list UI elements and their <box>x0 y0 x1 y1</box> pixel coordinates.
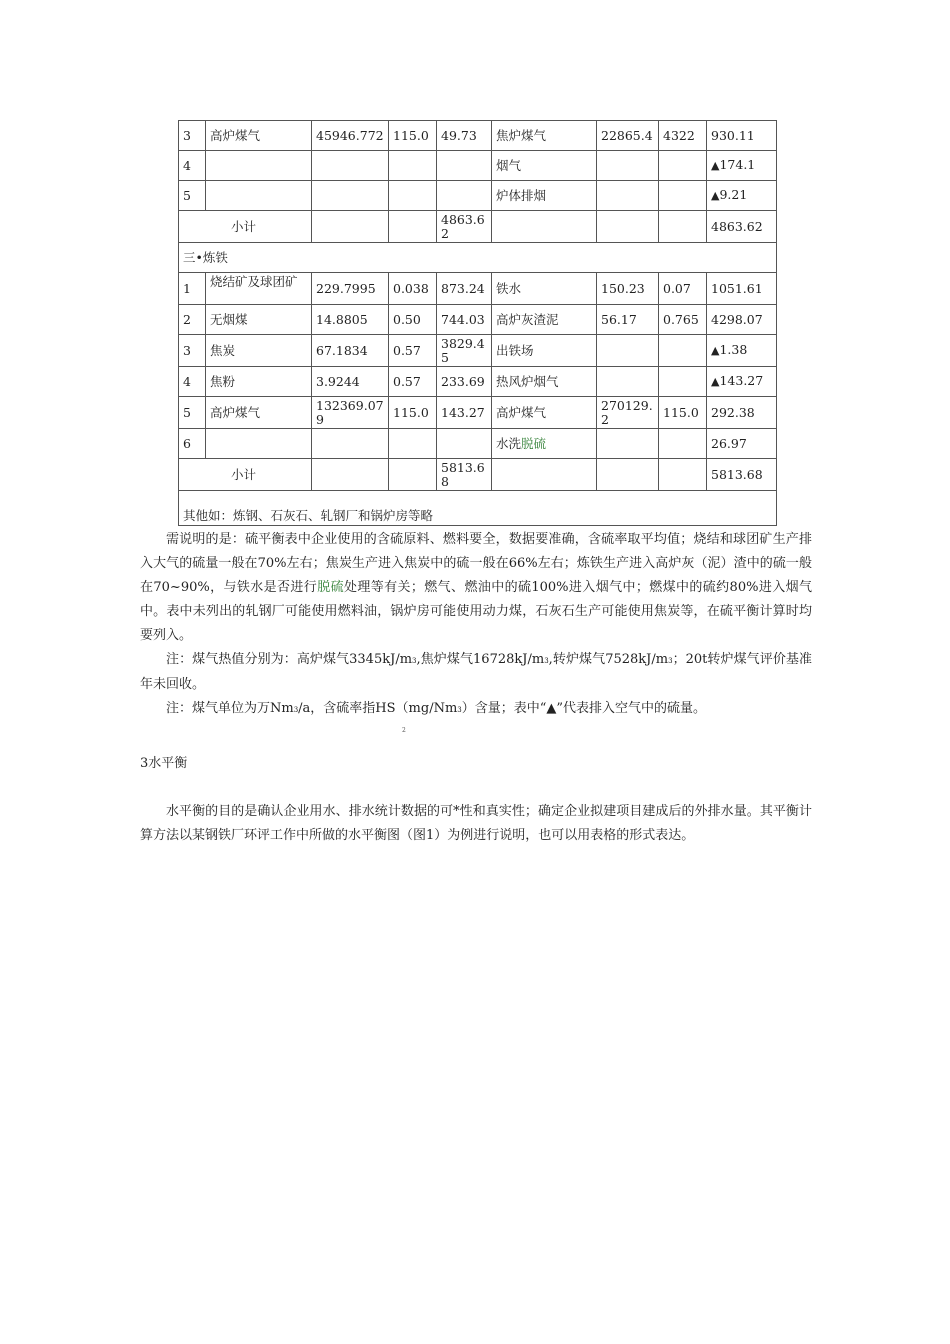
cell-os: 5813.68 <box>707 459 777 491</box>
cell-oqty <box>597 151 659 181</box>
subscript: 3 <box>544 657 549 665</box>
cell-output: 烟气 <box>492 151 597 181</box>
cell-orate: 0.765 <box>659 305 707 335</box>
cell-input: 烧结矿及球团矿 <box>206 273 312 305</box>
cell-output: 出铁场 <box>492 335 597 367</box>
cell-output: 炉体排烟 <box>492 181 597 211</box>
cell-qty <box>312 211 389 243</box>
text: ；20t转炉煤气评价基准年未回收。 <box>140 652 812 692</box>
cell-s: 143.27 <box>437 397 492 429</box>
triangle-icon: ▲ <box>711 159 720 172</box>
cell-orate <box>659 211 707 243</box>
cell-output <box>492 429 597 459</box>
cell-os: 26.97 <box>707 429 777 459</box>
cell-input: 高炉煤气 <box>206 397 312 429</box>
cell-rate <box>389 429 437 459</box>
cell-os: 4863.62 <box>707 211 777 243</box>
cell-orate <box>659 151 707 181</box>
cell-output: 铁水 <box>492 273 597 305</box>
cell-rate: 0.57 <box>389 367 437 397</box>
triangle-icon: ▲ <box>711 375 720 388</box>
subscript: 3 <box>457 706 462 714</box>
cell-os: 292.38 <box>707 397 777 429</box>
cell-orate <box>659 181 707 211</box>
text: ）含量；表中“▲”代表排入空气中的硫量。 <box>461 701 707 716</box>
cell-rate: 115.0 <box>389 397 437 429</box>
cell-s: 5813.68 <box>437 459 492 491</box>
output-text: 水洗 <box>496 435 522 451</box>
cell-s: 49.73 <box>437 121 492 151</box>
cell-no: 3 <box>179 121 206 151</box>
cell-output: 高炉煤气 <box>492 397 597 429</box>
cell-rate <box>389 211 437 243</box>
water-balance-section <box>140 800 812 848</box>
cell-no: 2 <box>179 305 206 335</box>
value: 143.27 <box>719 373 764 388</box>
sulfur-balance-table <box>178 120 777 526</box>
paragraph-note-heat-value <box>140 648 812 697</box>
section-title: 三•炼铁 <box>179 243 777 273</box>
cell-qty: 67.1834 <box>312 335 389 367</box>
cell-input <box>206 181 312 211</box>
cell-input: 无烟煤 <box>206 305 312 335</box>
cell-orate <box>659 459 707 491</box>
table-row <box>179 181 777 211</box>
cell-no: 1 <box>179 273 206 305</box>
subtotal-label: 小计 <box>179 459 312 491</box>
cell-oqty: 22865.4 <box>597 121 659 151</box>
cell-output <box>492 211 597 243</box>
cell-oqty <box>597 459 659 491</box>
table-row <box>179 367 777 397</box>
cell-s: 233.69 <box>437 367 492 397</box>
subscript-number: 2 <box>402 727 406 734</box>
paragraph-note-units <box>140 697 812 722</box>
cell-s <box>437 151 492 181</box>
cell-orate: 0.07 <box>659 273 707 305</box>
cell-qty <box>312 151 389 181</box>
cell-oqty <box>597 181 659 211</box>
cell-os <box>707 181 777 211</box>
cell-s: 744.03 <box>437 305 492 335</box>
cell-qty: 132369.079 <box>312 397 389 429</box>
cell-output: 高炉灰渣泥 <box>492 305 597 335</box>
cell-s: 3829.45 <box>437 335 492 367</box>
cell-oqty: 270129.2 <box>597 397 659 429</box>
cell-qty: 45946.772 <box>312 121 389 151</box>
table-row <box>179 121 777 151</box>
cell-input: 焦炭 <box>206 335 312 367</box>
cell-input <box>206 151 312 181</box>
cell-input: 焦粉 <box>206 367 312 397</box>
cell-rate: 0.57 <box>389 335 437 367</box>
cell-output: 热风炉烟气 <box>492 367 597 397</box>
cell-qty <box>312 459 389 491</box>
text: ,焦炉煤气16728kJ/m <box>416 652 545 667</box>
subscript: 3 <box>412 657 417 665</box>
cell-oqty: 150.23 <box>597 273 659 305</box>
cell-output: 焦炉煤气 <box>492 121 597 151</box>
subtotal-label: 小计 <box>179 211 312 243</box>
cell-oqty <box>597 211 659 243</box>
cell-no: 4 <box>179 151 206 181</box>
cell-no: 5 <box>179 181 206 211</box>
cell-os: 1051.61 <box>707 273 777 305</box>
cell-orate: 4322 <box>659 121 707 151</box>
cell-rate <box>389 181 437 211</box>
paragraph-explanation <box>140 528 812 648</box>
cell-s <box>437 181 492 211</box>
cell-rate <box>389 459 437 491</box>
text: /a，含硫率指HS（mg/Nm <box>298 701 458 716</box>
cell-qty: 14.8805 <box>312 305 389 335</box>
table-row <box>179 273 777 305</box>
cell-no: 5 <box>179 397 206 429</box>
cell-rate: 0.038 <box>389 273 437 305</box>
footer-row <box>179 491 777 526</box>
cell-os <box>707 151 777 181</box>
cell-orate: 115.0 <box>659 397 707 429</box>
cell-os <box>707 335 777 367</box>
cell-rate: 0.50 <box>389 305 437 335</box>
cell-s: 4863.62 <box>437 211 492 243</box>
paragraph-water-balance: 水平衡的目的是确认企业用水、排水统计数据的可*性和真实性；确定企业拟建项目建成后的外排水量。其平衡计算方法以某钢铁厂环评工作中所做的水平衡图（图1）为例进行说明，也可以用表格的形式表达。 <box>140 804 812 843</box>
subscript: 3 <box>668 657 673 665</box>
text: 需说明的是：硫平衡表中企业使用的含硫原料、燃料要全，数据要准确，含硫率取平均值；烧结和球团矿生产排入大气的硫量一般在70%左右；焦炭生产进入焦炭中的硫一般在66%左右；炼铁生产进入高炉灰（泥）渣中的硫一般在70~90%，与铁水是否进行 <box>140 532 812 595</box>
cell-output <box>492 459 597 491</box>
table-footer-note: 其他如：炼钢、石灰石、轧钢厂和锅炉房等略 <box>179 491 777 526</box>
cell-orate <box>659 335 707 367</box>
cell-oqty <box>597 335 659 367</box>
table-row <box>179 305 777 335</box>
text: 处理等有关；燃气、燃油中的硫100%进入烟气中；燃煤中的硫约80%进入烟气中。表中未列出的轧钢厂可能使用燃料油，锅炉房可能使用动力煤，石灰石生产可能使用焦炭等，在硫平衡计算时均要列入。 <box>140 580 812 643</box>
value: 174.1 <box>719 157 756 172</box>
cell-os: 4298.07 <box>707 305 777 335</box>
table-row <box>179 429 777 459</box>
text: 注：煤气热值分别为：高炉煤气3345kJ/m <box>166 652 413 667</box>
subscript: 3 <box>293 706 299 714</box>
subtotal-row <box>179 211 777 243</box>
desulfurization-link[interactable]: 脱硫 <box>521 435 547 451</box>
section-row <box>179 243 777 273</box>
cell-qty: 229.7995 <box>312 273 389 305</box>
table-row <box>179 335 777 367</box>
value: 1.38 <box>719 342 748 357</box>
table-row <box>179 151 777 181</box>
cell-qty <box>312 181 389 211</box>
desulfurization-link[interactable]: 脱硫 <box>317 580 344 595</box>
notes-section <box>140 528 812 722</box>
cell-oqty <box>597 429 659 459</box>
cell-s <box>437 429 492 459</box>
cell-no: 4 <box>179 367 206 397</box>
value: 9.21 <box>719 187 748 202</box>
table-row <box>179 397 777 429</box>
section-heading: 3水平衡 <box>140 756 188 771</box>
text: 注：煤气单位为万Nm <box>166 701 294 716</box>
cell-orate <box>659 367 707 397</box>
text: ,转炉煤气7528kJ/m <box>548 652 669 667</box>
cell-oqty <box>597 367 659 397</box>
cell-rate <box>389 151 437 181</box>
cell-oqty: 56.17 <box>597 305 659 335</box>
cell-qty <box>312 429 389 459</box>
cell-no: 6 <box>179 429 206 459</box>
triangle-icon: ▲ <box>711 344 720 357</box>
cell-input <box>206 429 312 459</box>
cell-rate: 115.0 <box>389 121 437 151</box>
cell-os: 930.11 <box>707 121 777 151</box>
subtotal-row <box>179 459 777 491</box>
cell-s: 873.24 <box>437 273 492 305</box>
triangle-icon: ▲ <box>711 189 720 202</box>
cell-orate <box>659 429 707 459</box>
cell-no: 3 <box>179 335 206 367</box>
cell-os <box>707 367 777 397</box>
cell-qty: 3.9244 <box>312 367 389 397</box>
cell-input: 高炉煤气 <box>206 121 312 151</box>
